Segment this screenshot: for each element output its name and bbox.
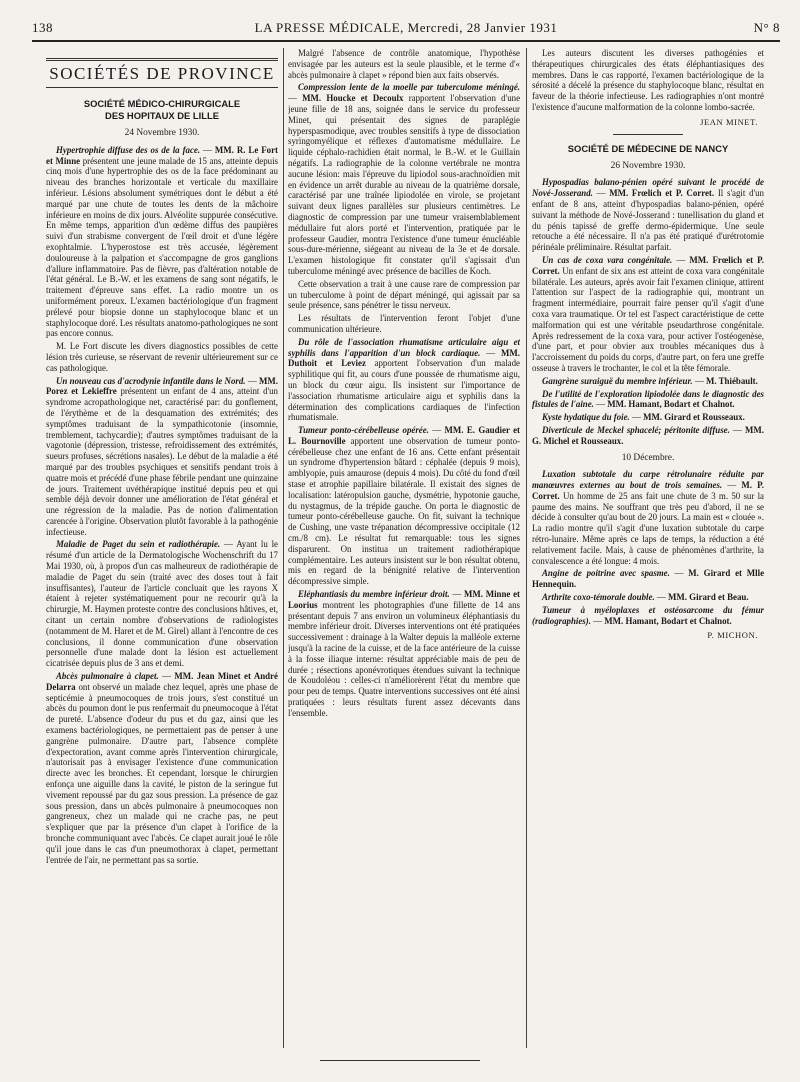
session-date: 24 Novembre 1930. — [124, 128, 200, 138]
article-title: Gangrène suraiguë du membre inférieur. — [542, 375, 693, 386]
article-authors: MM. Minne et Loorius — [288, 589, 520, 610]
article-authors: MM. Girard et Beau. — [667, 592, 749, 603]
issue-number: N° 8 — [753, 20, 780, 35]
article-title: De l'utilité de l'exploration lipiodolée dans le diagnostic des fistules de l'aine. — [532, 388, 764, 410]
section-title: SOCIÉTÉS DE PROVINCE — [46, 58, 278, 88]
article-authors: MM. Jean Minet et André Delarra — [46, 671, 278, 692]
page-number: 138 — [32, 20, 53, 35]
article-body: montrent les photographies d'une fillette de 14 ans présentant depuis 7 ans environ un volumineux éléphantiasis du membre inférieur droit. Diverses interventions ont été pratiquées successivement : drainage à la Walter depuis la malléole externe jusqu'à la racine de la cuisse, et de la face antérieure de la cuisse à la fosse iliaque interne: résultat appréciable mais de peu de durée ; résections aponévrotiques étendues suivant la technique de Koudoléou : celles-ci n'améliorèrent l'état du membre que pour peu de temps. Quatre interventions successives ont été ainsi pratiquées : leurs résultats furent assez décevants dans l'ensemble. — [288, 599, 520, 718]
article-authors: MM. Hamant, Bodart et Chalnot. — [607, 399, 735, 410]
article-body: rapportent l'observation d'une jeune fille de 18 ans, soignée dans le service du professeur Minet, qui présentait des signes de paraplégie hyperspasmodique, avec troubles sensitifs à type de dissociation syringomyélique et réflexes d'automatisme médullaire. Le liquide céphalo-rachidien était normal, le B.-W. et le Guillain négatifs. La radiographie de la colonne vertébrale ne montra aucune lésion: mais l'épreuve du lipiodol sous-arachnoïdien mit en évidence un arrêt durable au niveau de la quatrième dorsale, caractérisé par une traînée lipiodolée en virole, se projetant suivant deux lignes parallèles sur plusieurs centimètres. Le diagnostic de compression par une tumeur vraisemblablement médullaire fut alors porté et l'intervention, pratiquée par le professeur Gaudier, montra l'existence d'une tumeur énucléable sous-dure-mérienne, siégeant au niveau de la 3e et 4e dorsale. L'examen histologique fit constater qu'il s'agissait d'un tuberculome méningé avec présence de bacilles de Koch. — [288, 93, 520, 276]
article-body: apportent l'observation d'un malade syphilitique qui fit, au cours d'une poussée de rhumatisme aigu, un block du cœur aigu. Ils insistent sur l'importance de l'association rhumatisme articulaire aigu et syphilis dans la détermination des complications cardiaques de l'infection rhumatismale. — [288, 358, 520, 423]
article: Compression lente de la moelle par tuberculome méningé. — MM. Houcke et Decoulx rapportent l'observation d'une jeune fille de 18 ans, soignée dans le service du professeur Minet, qui présentait des signes de paraplégie hyperspasmodique, avec troubles sensitifs à type de dissociation syringomyélique et réflexes d'automatisme médullaire. Le liquide céphalo-rachidien était normal, le B.-W. et le Guillain négatifs. La radiographie de la colonne vertébrale ne montra aucune lésion: mais l'épreuve du lipiodol sous-arachnoïdien mit en évidence un arrêt durable au niveau de la quatrième dorsale, caractérisé par une traînée lipiodolée en virole, se projetant suivant deux lignes parallèles sur plusieurs centimètres. Le diagnostic de compression par une tumeur vraisemblablement médullaire fut alors porté et l'intervention, pratiquée par le professeur Gaudier, montra l'existence d'une tumeur énucléable sous-dure-mérienne, siégeant au niveau de la 3e et 4e dorsale. L'examen histologique fit constater qu'il s'agissait d'un tuberculome méningé avec présence de bacilles de Koch. — [288, 82, 520, 276]
signature: JEAN MINET. — [700, 116, 758, 127]
article: Du rôle de l'association rhumatisme articulaire aigu et syphilis dans l'apparition d'un block cardiaque. — MM. Duthoit et Leviez apportent l'observation d'un malade syphilitique qui fit, au cours d'une poussée de rhumatisme aigu, un block du cœur aigu. Ils insistent sur l'importance de l'association rhumatisme articulaire aigu et syphilis dans la détermination des complications cardiaques de l'infection rhumatismale. — [288, 336, 520, 423]
article-title: Diverticule de Meckel sphacelé; péritonite diffuse. — [542, 424, 730, 435]
article: Tumeur ponto-cérébelleuse opérée. — MM. E. Gaudier et L. Bournoville apportent une observation de tumeur ponto-cérébelleuse chez une enfant de 16 ans. Cette enfant présentait un syndrome d'hypertension bâtard : céphalée (depuis 9 mois), amblyopie, puis amaurose (depuis 4 mois). Du côté du fond d'œil stase et atrophie papillaire bilatérale. Il existait des signes de localisation: latéropulsion gauche, dysmétrie, hypotonie gauche, du nystagmus, de la trépide gauche. On porta le diagnostic de tumeur ponto-cérébelleuse gauche. On fit, suivant la technique de Cushing, une vaste trépanation décompressive occipitale (12 cm./8 cm). Le résultat fut remarquable: tous les signes disparurent. On institua un traitement radiothérapique complémentaire. Les auteurs insistent sur le bon résultat obtenu, mis en regard de la bénignité relative de l'intervention décompressive simple. — [288, 425, 520, 587]
article-title: Un cas de coxa vara congénitale. — [542, 254, 673, 265]
article-title: Maladie de Paget du sein et radiothérapie. — [56, 539, 221, 550]
article: Gangrène suraiguë du membre inférieur. — M. Thiébault. — [542, 375, 758, 386]
column-2 — [288, 48, 520, 1058]
journal-title: LA PRESSE MÉDICALE, Mercredi, 28 Janvier 1931 — [254, 20, 558, 35]
header-rule — [32, 40, 780, 42]
article-authors: M. Girard et Mlle Hennequin. — [532, 568, 764, 590]
article-body: Un enfant de six ans est atteint de coxa vara congénitale bilatérale. Les auteurs, après avoir fait l'examen clinique, attirent l'attention sur l'aspect de la radiographie qui, montrant un fragment intermédiaire, pourrait faire penser qu'il s'agit d'une coxa vara traumatique. Or tel est l'aspect caractéristique de cette malformation qui est une véritable pseudarthrose congénitale. Après redressement de la coxa vara, pour activer l'ostéogenèse, d'une part, et pour obvier aux troubles mécaniques dus à l'accroissement du poids du corps, d'autre part, on fera une greffe osseuse à travers le trochanter, le col et la tête fémorale. — [532, 265, 764, 373]
article: Luxation subtotale du carpe rétrolunaire réduite par manœuvres externes au bout de trois semaines. — M. P. Corret. Un homme de 25 ans fait une chute de 3 m. 50 sur la paume des mains. Ne souffrant que très peu d'abord, il ne se décide à consulter qu'au bout de 20 jours. La main est « clouée ». La radio montre qu'il s'agit d'une luxation subtotale du carpe rétro-lunaire. Même après ce laps de temps, la réduction a été relativement facile. Mais, à cause de phénomènes d'arthrite, la convalescence a été longue: 4 mois. — [532, 469, 764, 566]
article-body: Ayant lu le résumé d'un article de la Dermatologische Wochenschrift du 17 Mai 1930, où, à propos d'un cas malheureux de radiothérapie de maladie de Paget du sein (traité avec des doses tout à fait insuffisantes), l'auteur de l'article concluait que les rayons X étaient à rejeter systématiquement pour ne recourir qu'à la chirurgie, M. Haymen proteste contre des conclusions hâtives, et, citant un certain nombre d'observations de radiologistes (notamment de M. Haret et de M. Girel) allant à l'encontre de ces conclusions, il donne communication d'une observation personnelle d'une malade dont la lésion est actuellement cicatrisée depuis plus de 3 ans et demi. — [46, 539, 278, 669]
article-authors: MM. R. Le Fort et Minne — [46, 144, 278, 166]
society-heading-lille — [46, 98, 278, 122]
article-authors: MM. Porez et Lekieffre — [46, 375, 278, 397]
society-name-line: DES HOPITAUX DE LILLE — [105, 110, 219, 121]
article-body: ont observé un malade chez lequel, après une phase de septicémie à pneumocoques de trois jours, s'est constitué un abcès du poumon dont le pus renfermait du pneumocoque à l'état de pureté. L'absence d'odeur du pus et du gaz, ainsi que les examens bactériologiques, ne permettaient pas de penser à une gangrène pulmonaire. D'autre part, l'absence complète d'expectoration, avant comme après l'intervention chirurgicale, n'autorisait pas à envisager l'existence d'une communication directe avec les bronches. Et cependant, lorsque le chirurgien enfonça une aiguille dans la cavité, le piston de la seringue fut vivement repoussé par du gaz sous pression. La présence de gaz sous pression, dans un abcès pulmonaire à pneumocoques non gangreneux, chez un malade qui ne crache pas, ne peut s'expliquer que par la présence d'un clapet à l'orifice de la bronche communiquant avec l'abcès. Ce clapet aurait joué le rôle qu'il joue dans le cas d'un pneumothorax à clapet, permettant l'entrée de l'air, ne permettant pas sa sortie. — [46, 681, 278, 865]
article: Maladie de Paget du sein et radiothérapie. — Ayant lu le résumé d'un article de la Dermatologische Wochenschrift du 17 Mai 1930, où, à propos d'un cas malheureux de radiothérapie de maladie de Paget du sein (traité avec des doses tout à fait insuffisantes), l'auteur de l'article concluait que les rayons X étaient à rejeter systématiquement pour ne recourir qu'à la chirurgie, M. Haymen proteste contre des conclusions hâtives, et, citant un certain nombre d'observations de radiologistes (notamment de M. Haret et de M. Girel) allant à l'encontre de ces conclusions, il donne communication d'une observation personnelle d'une malade dont la lésion est actuellement cicatrisée depuis plus de 3 ans et demi. — [46, 539, 278, 669]
signature: P. MICHON. — [707, 630, 758, 641]
column-divider — [283, 48, 284, 1048]
article-title: Compression lente de la moelle par tuberculome méningé. — [298, 82, 520, 93]
article-paragraph: M. Le Fort discute les divers diagnostics possibles de cette lésion très curieuse, se réservant de revenir ultérieurement sur ce cas pathologique. — [46, 341, 278, 373]
article-authors: MM. Duthoit et Leviez — [288, 347, 520, 369]
article: Kyste hydatique du foie. — MM. Girard et Rousseaux. — [542, 412, 745, 423]
article: Eléphantiasis du membre inférieur droit. — MM. Minne et Loorius montrent les photographies d'une fillette de 14 ans présentant depuis 7 ans environ un volumineux éléphantiasis du membre inférieur droit. Diverses interventions ont été pratiquées successivement : drainage à la Walter depuis la malléole externe jusqu'à la racine de la cuisse, et de la face antérieure de la cuisse à la fosse iliaque interne: résultat appréciable mais de peu de durée ; résections aponévrotiques étendues suivant la technique de Koudoléou : celles-ci n'améliorèrent l'état du membre que pour peu de temps. Quatre interventions successives ont été ainsi pratiquées : leurs résultats furent assez décevants dans l'ensemble. — [288, 589, 520, 718]
session-date: 10 Décembre. — [621, 452, 675, 463]
article-body: présentent une jeune malade de 15 ans, atteinte depuis cinq mois d'une hypertrophie des os de la face prédominant au niveau des branches horizontale et verticale du maxillaire inférieur. Lésions absolument symétriques dont le début a été marqué par une chute de toutes les dents de la mâchoire inférieure en moins de dix jours. Alvéolite suppurée consécutive. En même temps, apparition d'un œdème diffus des paupières suivi d'un strabisme convergent de l'œil droit et d'une légère exophtalmie. L'hyperostose est très accusée, légèrement douloureuse à la palpation et s'accompagne de gros ganglions d'allure inflammatoire. Pas de fièvre, pas d'altération notable de l'état général. Le B.-W. et les examens de sang sont négatifs, le traitement d'épreuve sans effet. La radio montre un os uniformément poreux. L'examen bactériologique d'un fragment prélevé pour biopsie donne un staphylocoque blanc et un staphylocoque doré. Les résultats anatomo-pathologiques ne sont pas encore connus. — [46, 155, 278, 339]
article-authors: MM. Hamant, Bodart et Chalnot. — [604, 615, 732, 626]
article: Hypospadias balano-pénien opéré suivant le procédé de Nové-Josserand. — MM. Frœlich et P. Corret. Il s'agit d'un enfant de 8 ans, atteint d'hypospadias balano-pénien, opéré suivant la méthode de Nové-Josserand : tunellisation du gland et du pénis tapissé de greffe dermo-épidermique. Une seule retouche a été nécessaire. Il n'a pas été pratiqué d'urétrotomie périnéale préliminaire. Résultat parfait. — [532, 177, 764, 253]
article-title: Un nouveau cas d'acrodynie infantile dans le Nord. — [56, 375, 246, 386]
article: Un cas de coxa vara congénitale. — MM. Frœlich et P. Corret. Un enfant de six ans est atteint de coxa vara congénitale bilatérale. Les auteurs, après avoir fait l'examen clinique, attirent l'attention sur l'aspect de la radiographie qui, montrant un fragment intermédiaire, pourrait faire penser qu'il s'agit d'une coxa vara traumatique. Or tel est l'aspect caractéristique de cette malformation qui est une véritable pseudarthrose congénitale. Après redressement de la coxa vara, pour activer l'ostéogenèse, d'une part, et pour obvier aux troubles mécaniques dus à l'accroissement du poids du corps, d'autre part, on fera une greffe osseuse à travers le trochanter, le col et la tête fémorale. — [532, 254, 764, 373]
article-paragraph: Cette observation a trait à une cause rare de compression par un tuberculome à point de départ méningé, qui agissait par sa seule présence, sans pénétrer le tissu nerveux. — [288, 278, 520, 311]
article-title: Luxation subtotale du carpe rétrolunaire réduite par manœuvres externes au bout de trois semaines. — [532, 469, 764, 491]
article-authors: MM. Frœlich et P. Corret. — [532, 254, 764, 276]
column-1 — [46, 48, 278, 1058]
article-authors: MM. G. Michel et Rousseaux. — [532, 424, 764, 446]
article: Arthrite coxo-témorale double. — MM. Girard et Beau. — [542, 592, 749, 603]
article-title: Abcès pulmonaire à clapet. — [56, 671, 159, 682]
article-authors: MM. E. Gaudier et L. Bournoville — [288, 425, 520, 446]
article-title: Kyste hydatique du foie. — [542, 412, 630, 423]
society-heading-nancy: SOCIÉTÉ DE MÉDECINE DE NANCY — [567, 142, 729, 154]
article-paragraph: Les résultats de l'intervention feront l'objet d'une communication ultérieure. — [288, 313, 520, 334]
article-body: présentent un enfant de 4 ans, atteint d'un syndrome acropathologique net, caractérisé par: du gonflement, de l'érythème et de la desquamation des extrémités; des symptômes traduisant de la sympathicotonie (insomnie, tremblement, tachycardie); d'autres symptômes traduisant de la vagotonie (dépression, tristesse, refroidissement des extrémités, sueurs profuses, sécrétions nasales). Le début de la maladie a été marqué par des troubles psychiques et sensitifs pendant trois à quatre mois et précédé d'une phase fébrile pendant une quinzaine de jours. Traitement uvéthérapique institué depuis peu et qui semble déjà devoir donner une amélioration de l'état général et une régression de la maladie. Pas de notion d'alimentation carencée à l'origine. Observation plutôt favorable à la pathogénie infectieuse. — [46, 386, 278, 537]
article-body: Un homme de 25 ans fait une chute de 3 m. 50 sur la paume des mains. Ne souffrant que très peu d'abord, il ne se décide à consulter qu'au bout de 20 jours. La main est « clouée ». La radio montre qu'il s'agit d'une luxation subtotale du carpe rétro-lunaire. Même après ce laps de temps, la réduction a été relativement facile. Mais, à cause de phénomènes d'arthrite, la convalescence a été longue: 4 mois. — [532, 490, 764, 566]
article-authors: M. P. Corret. — [532, 480, 764, 501]
article: De l'utilité de l'exploration lipiodolée dans le diagnostic des fistules de l'aine. — MM. Hamant, Bodart et Chalnot. — [532, 388, 764, 410]
article: Hypertrophie diffuse des os de la face. — MM. R. Le Fort et Minne présentent une jeune malade de 15 ans, atteinte depuis cinq mois d'une hypertrophie des os de la face prédominant au niveau des branches horizontale et verticale du maxillaire inférieur. Lésions absolument symétriques dont le début a été marqué par une chute de toutes les dents de la mâchoire inférieure en moins de dix jours. Alvéolite suppurée consécutive. En même temps, apparition d'un œdème diffus des paupières suivi d'un strabisme convergent de l'œil droit et d'une légère exophtalmie. L'hyperostose est très accusée, légèrement douloureuse à la palpation et s'accompagne de gros ganglions d'allure inflammatoire. Pas de fièvre, pas d'altération notable de l'état général. Le B.-W. et les examens de sang sont négatifs, le traitement d'épreuve sans effet. La radio montre un os uniformément poreux. L'examen bactériologique d'un fragment prélevé pour biopsie donne un staphylocoque blanc et un staphylocoque doré. Les résultats anatomo-pathologiques ne sont pas encore connus. — [46, 144, 278, 339]
article: Diverticule de Meckel sphacelé; péritonite diffuse. — MM. G. Michel et Rousseaux. — [532, 424, 764, 446]
article: Abcès pulmonaire à clapet. — MM. Jean Minet et André Delarra ont observé un malade chez lequel, après une phase de septicémie à pneumocoques de trois jours, s'est constitué un abcès du poumon dont le pus renfermait du pneumocoque à l'état de pureté. L'absence d'odeur du pus et du gaz, ainsi que les examens bactériologiques, ne permettaient pas de penser à une gangrène pulmonaire. D'autre part, l'absence complète d'expectoration, avant comme après l'intervention chirurgicale, n'autorisait pas à envisager l'existence d'une communication directe avec les bronches. Et cependant, lorsque le chirurgien enfonça une aiguille dans la cavité, le piston de la seringue fut vivement repoussé par du gaz sous pression. La présence de gaz sous pression, dans un abcès pulmonaire à pneumocoques non gangreneux, chez un malade qui ne crache pas, ne peut s'expliquer que par la présence d'un clapet à l'orifice de la bronche communiquant avec l'abcès. Ce clapet aurait joué le rôle qu'il joue dans le cas d'un pneumothorax à clapet, permettant l'entrée de l'air, ne permettant pas sa sortie. — [46, 671, 278, 865]
article-paragraph: Les auteurs discutent les diverses pathogénies et thérapeutiques chirurgicales des états éléphantiasiques des membres. Dans le cas rapporté, l'examen bactériologique de la sérosité a décelé la présence du staphylocoque blanc, résultat en faveur de la théorie infectieuse. Les radiographies n'ont montré l'existence d'aucune malformation de la colonne lombo-sacrée. — [532, 48, 764, 112]
article-title: Hypospadias balano-pénien opéré suivant le procédé de Nové-Josserand. — [532, 177, 764, 199]
article-body: apportent une observation de tumeur ponto-cérébelleuse chez une enfant de 16 ans. Cette enfant présentait un syndrome d'hypertension bâtard : céphalée (depuis 9 mois), amblyopie, puis amaurose (depuis 4 mois). Du côté du fond d'œil stase et atrophie papillaire bilatérale. Il existait des signes de localisation: latéropulsion gauche, dysmétrie, hypotonie gauche, du nystagmus, de la trépide gauche. On porta le diagnostic de tumeur ponto-cérébelleuse gauche. On fit, suivant la technique de Cushing, une vaste trépanation décompressive occipitale (12 cm./8 cm). Le résultat fut remarquable: tous les signes disparurent. On institua un traitement radiothérapique complémentaire. Les auteurs insistent sur le bon résultat obtenu, mis en regard de la bénignité relative de l'intervention décompressive simple. — [288, 435, 520, 587]
page-header — [32, 18, 780, 38]
article: Angine de poitrine avec spasme. — M. Girard et Mlle Hennequin. — [532, 568, 764, 590]
article-authors: MM. Houcke et Decoulx — [302, 93, 404, 104]
article-title: Tumeur ponto-cérébelleuse opérée. — [298, 425, 429, 436]
society-name-line: SOCIÉTÉ MÉDICO-CHIRURGICALE — [83, 98, 241, 109]
article: Tumeur à myéloplaxes et ostéosarcome du fémur (radiographies). — MM. Hamant, Bodart et Chalnot. — [532, 604, 764, 626]
article-body: Il s'agit d'un enfant de 8 ans, atteint d'hypospadias balano-pénien, opéré suivant la méthode de Nové-Josserand : tunellisation du gland et du pénis tapissé de greffe dermo-épidermique. Une seule retouche a été nécessaire. Il n'a pas été pratiqué d'urétrotomie périnéale préliminaire. Résultat parfait. — [532, 188, 764, 253]
article-paragraph: Malgré l'absence de contrôle anatomique, l'hypothèse envisagée par les auteurs est la seule plausible, et le terme d'« abcès pulmonaire à clapet » répond bien aux faits observés. — [288, 48, 520, 80]
article-title: Du rôle de l'association rhumatisme articulaire aigu et syphilis dans l'apparition d'un block cardiaque. — [288, 336, 520, 358]
article-title: Tumeur à myéloplaxes et ostéosarcome du fémur (radiographies). — [532, 604, 764, 626]
article-title: Angine de poitrine avec spasme. — [542, 568, 670, 579]
article-authors: MM. Frœlich et P. Corret. — [609, 188, 715, 199]
article-authors: MM. Girard et Rousseaux. — [643, 412, 745, 423]
separator-rule — [613, 134, 683, 135]
session-date: 26 Novembre 1930. — [610, 160, 686, 171]
article-authors: M. Thiébault. — [705, 375, 758, 386]
end-rule — [320, 1060, 480, 1061]
article-title: Eléphantiasis du membre inférieur droit. — [298, 589, 450, 600]
article-title: Hypertrophie diffuse des os de la face. — [56, 144, 201, 155]
column-3 — [532, 48, 764, 1058]
article-title: Arthrite coxo-témorale double. — [542, 592, 655, 603]
article: Un nouveau cas d'acrodynie infantile dans le Nord. — MM. Porez et Lekieffre présentent un enfant de 4 ans, atteint d'un syndrome acropathologique net, caractérisé par: du gonflement, de l'érythème et de la desquamation des extrémités; des symptômes traduisant de la sympathicotonie (insomnie, tremblement, tachycardie); d'autres symptômes traduisant de la vagotonie (dépression, tristesse, refroidissement des extrémités, sueurs profuses, sécrétions nasales). Le début de la maladie a été marqué par des troubles psychiques et sensitifs pendant trois à quatre mois et précédé d'une phase fébrile pendant une quinzaine de jours. Traitement uvéthérapique institué depuis peu et qui semble déjà devoir donner une amélioration de l'état général et une régression de la maladie. Pas de notion d'alimentation carencée à l'origine. Observation plutôt favorable à la pathogénie infectieuse. — [46, 375, 278, 537]
column-divider — [526, 48, 527, 1048]
